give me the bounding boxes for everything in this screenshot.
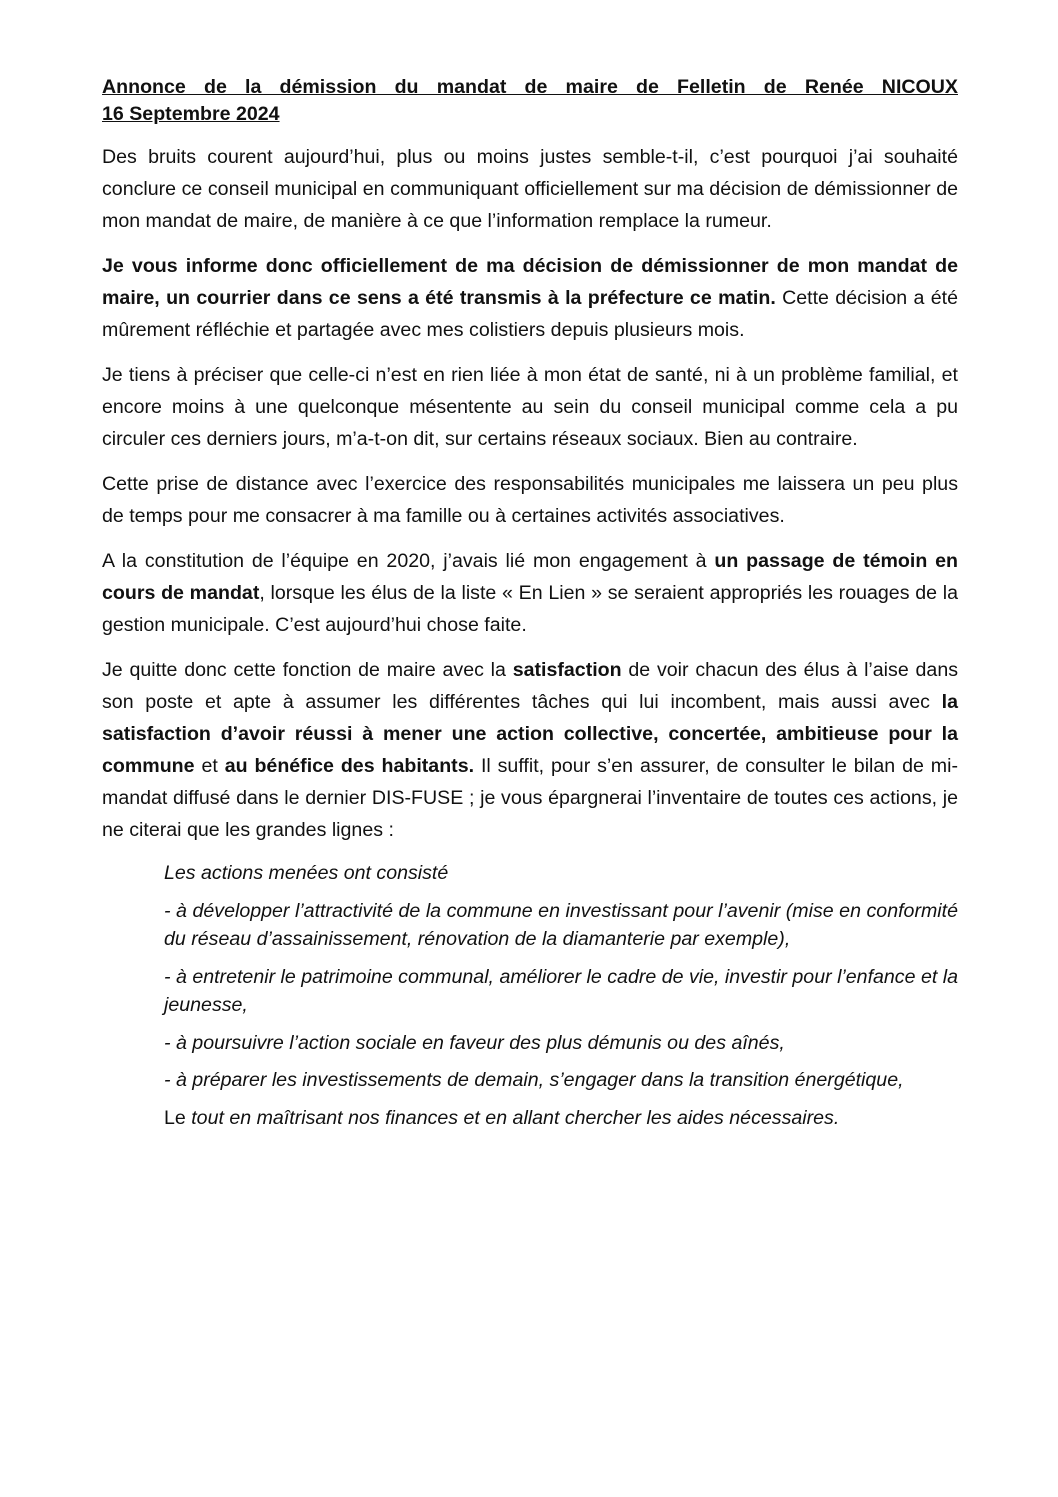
satisfaction-bold-2: la satisfaction d’avoir réussi à mener une action collective, concertée, ambitieuse pour la commune	[102, 691, 958, 777]
satisfaction-bold-1: satisfaction	[512, 659, 622, 681]
paragraph-team	[102, 545, 958, 641]
team-text-b: , lorsque les élus de la liste « En Lien » se seraient appropriés les rouages de la gestion municipale. C’est aujourd’hui chose faite.	[102, 582, 958, 636]
title-date: 16 Septembre 2024	[102, 103, 280, 125]
paragraph-distance: Cette prise de distance avec l’exercice des responsabilités municipales me laissera un peu plus de temps pour me consacrer à ma famille ou à certaines activités associatives.	[102, 473, 958, 527]
satisfaction-text-d: Il suffit, pour s’en assurer, de consulter le bilan de mi-mandat diffusé dans le dernier DIS-FUSE ; je vous épargnerai l’inventaire de toutes ces actions, je ne citerai que les grandes lignes :	[102, 755, 958, 841]
action-item: - à développer l’attractivité de la commune en investissant pour l’avenir (mise en conformité du réseau d’assainissement, rénovation de la diamanterie par exemple),	[164, 899, 958, 950]
satisfaction-text-b: de voir chacun des élus à l’aise dans son poste et apte à assumer les différentes tâches qui lui incombent, mais aussi avec	[102, 659, 959, 713]
action-item: - à poursuivre l’action sociale en faveur des plus démunis ou des aînés,	[164, 1031, 785, 1054]
actions-intro: Les actions menées ont consisté	[164, 862, 449, 884]
paragraph-announcement	[102, 250, 958, 346]
title-line-1: Annonce de la démission du mandat de maire de Felletin de Renée NICOUX	[102, 76, 958, 98]
announcement-rest: Cette décision a été mûrement réfléchie et partagée avec mes colistiers depuis plusieurs mois.	[102, 287, 958, 341]
document-page	[102, 74, 958, 1132]
satisfaction-text-a: Je quitte donc cette fonction de maire avec la	[102, 659, 513, 681]
paragraph-rumors: Des bruits courent aujourd’hui, plus ou moins justes semble-t-il, c’est pourquoi j’ai souhaité conclure ce conseil municipal en communiquant officiellement sur ma décision de démissionner de mon mandat de maire, de manière à ce que l’information remplace la rumeur.	[102, 146, 958, 232]
team-bold: un passage de témoin en cours de mandat	[102, 550, 958, 604]
announcement-bold: Je vous informe donc officiellement de ma décision de démissionner de mon mandat de maire, un courrier dans ce sens a été transmis à la préfecture ce matin.	[102, 255, 958, 309]
action-item: - à préparer les investissements de demain, s’engager dans la transition énergétique,	[164, 1069, 904, 1091]
action-item: - à entretenir le patrimoine communal, améliorer le cadre de vie, investir pour l’enfance et la jeunesse,	[164, 965, 958, 1016]
team-text-a: A la constitution de l’équipe en 2020, j’avais lié mon engagement à	[102, 550, 715, 572]
actions-closing	[164, 1104, 958, 1133]
paragraph-satisfaction	[102, 654, 958, 846]
closing-prefix: Le	[164, 1106, 186, 1129]
paragraph-reasons: Je tiens à préciser que celle-ci n’est en rien liée à mon état de santé, ni à un problème familial, et encore moins à une quelconque mésentente au sein du conseil municipal comme cela a pu circuler ces derniers jours, m’a-t-on dit, sur certains réseaux sociaux. Bien au contraire.	[102, 364, 958, 450]
satisfaction-bold-3: au bénéfice des habitants.	[224, 755, 475, 777]
closing-text: tout en maîtrisant nos finances et en allant chercher les aides nécessaires.	[185, 1106, 840, 1129]
satisfaction-text-c: et	[194, 755, 225, 777]
document-title	[102, 74, 958, 128]
